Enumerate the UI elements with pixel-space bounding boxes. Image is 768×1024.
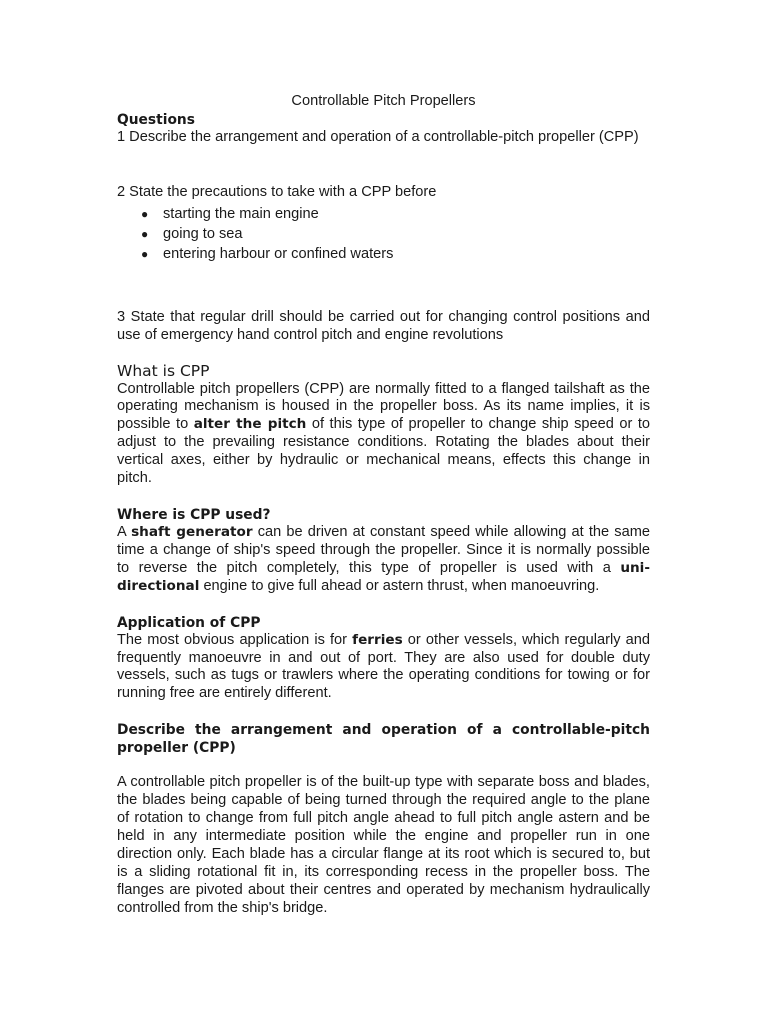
list-item	[117, 244, 650, 264]
question-1: 1 Describe the arrangement and operation of a controllable-pitch propeller (CPP)	[117, 128, 639, 145]
where-used-paragraph	[117, 524, 650, 596]
what-is-cpp-paragraph	[117, 381, 650, 488]
section-heading-where-used: Where is CPP used?	[117, 506, 271, 523]
spacer	[117, 488, 650, 506]
document-title: Controllable Pitch Propellers	[291, 93, 476, 109]
question-3: 3 State that regular drill should be carried out for changing control positions and use of emergency hand control pitch and engine revolutions	[117, 308, 650, 343]
text-run: The most obvious application is for	[117, 631, 353, 648]
bold-term-shaft-generator: shaft generator	[131, 523, 253, 540]
text-run: A	[117, 523, 132, 540]
list-item	[117, 204, 650, 224]
bold-term-ferries: ferries	[352, 631, 403, 648]
spacer	[117, 757, 650, 774]
text-run: or other vessels, which regularly and frequently manoeuvre in and out of port. They are also used for double duty vessels, such as tugs or trawlers where the operating conditions for towing or for running free are entirely different.	[117, 631, 650, 702]
section-heading-what-is-cpp: What is CPP	[117, 361, 210, 380]
document-page	[117, 93, 650, 917]
text-run: can be driven at constant speed while allowing at the same time a change of ship's speed through the propeller. Since it is normally possible to reverse the pitch completely, this type of propeller is used with a	[117, 523, 650, 576]
section-heading-describe: Describe the arrangement and operation of a controllable-pitch propeller (CPP)	[117, 722, 650, 757]
question-2-intro: 2 State the precautions to take with a CPP before	[117, 183, 437, 200]
bold-term-uni-directional: uni-directional	[117, 559, 650, 594]
text-run: of this type of propeller to change ship speed or to adjust to the prevailing resistance conditions. Rotating the blades about their vertical axes, either by hydraulic or mechanical means, effects this change in pitch.	[117, 416, 650, 487]
section-heading-application: Application of CPP	[117, 614, 261, 631]
bullet-dot-icon: ●	[141, 226, 149, 241]
spacer	[117, 703, 650, 721]
list-item	[117, 224, 650, 244]
question-2-list	[117, 204, 650, 264]
list-item-text: going to sea	[163, 225, 243, 242]
list-item-text: entering harbour or confined waters	[163, 245, 394, 262]
text-run: engine to give full ahead or astern thrust, when manoeuvring.	[199, 577, 600, 594]
bullet-dot-icon: ●	[141, 246, 149, 261]
list-item-text: starting the main engine	[163, 205, 319, 222]
spacer	[117, 147, 650, 184]
text-run: Controllable pitch propellers (CPP) are normally fitted to a flanged tailshaft as the operating mechanism is housed in the propeller boss. As its name implies, it is possible to	[117, 380, 650, 433]
questions-heading: Questions	[117, 111, 195, 128]
spacer	[117, 264, 650, 309]
application-paragraph	[117, 632, 650, 704]
spacer	[117, 596, 650, 614]
bullet-dot-icon: ●	[141, 206, 149, 221]
describe-paragraph: A controllable pitch propeller is of the built-up type with separate boss and blades, the blades being capable of being turned through the required angle to the plane of rotation to change from full pitch angle ahead to full pitch angle astern and be held in any intermediate position while the engine and propeller run in one direction only. Each blade has a circular flange at its root which is secured to, but is a sliding rotational fit in, its corresponding recess in the propeller boss. The flanges are pivoted about their centres and operated by mechanism hydraulically controlled from the ship's bridge.	[117, 774, 650, 916]
bold-term-alter-pitch: alter the pitch	[193, 416, 307, 433]
